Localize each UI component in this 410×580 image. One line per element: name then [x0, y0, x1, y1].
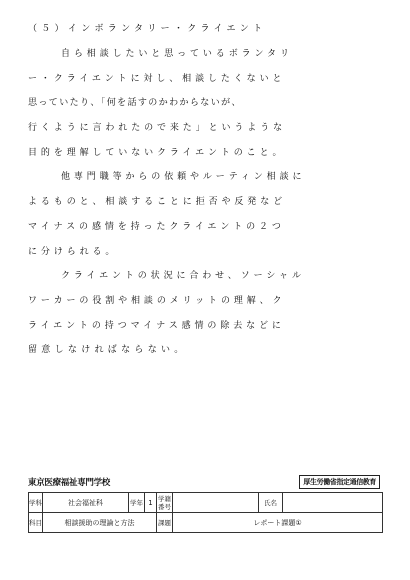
dept-value: 社会福祉科 — [43, 493, 129, 513]
section-heading: （５）インボランタリー・クライエント — [28, 24, 267, 34]
student-info-table — [28, 492, 383, 533]
paragraph-1 — [28, 47, 384, 160]
text-line: 目的を理解していないクライエントのこと。 — [28, 147, 286, 158]
text-line: ー・クライエントに対し、相談したくないと — [28, 73, 286, 84]
footer-header — [28, 476, 382, 492]
report-body — [28, 22, 384, 368]
text-line: 思っていたり、「何を話すのかわからないが、 — [28, 98, 242, 109]
text-line: 留意しなければならない。 — [28, 345, 188, 356]
student-id-value[interactable] — [173, 493, 259, 513]
year-value: 1 — [145, 493, 157, 513]
text-line: マイナスの感情を持ったクライエントの２つ — [28, 221, 285, 232]
task-label: 課題 — [157, 513, 173, 533]
name-label: 氏名 — [259, 493, 283, 513]
text-line: 行くように言われたので来た」というような — [28, 123, 287, 134]
table-row — [29, 493, 383, 513]
dept-label: 学科 — [29, 493, 43, 513]
accreditation-stamp: 厚生労働省指定通信教育 — [299, 475, 380, 489]
student-id-label: 学籍番号 — [158, 494, 171, 511]
year-label: 学年 — [129, 493, 145, 513]
table-row — [29, 513, 383, 533]
text-line: 他専門職等からの依頼やルーティン相談に — [61, 172, 306, 183]
text-line: ワーカーの役割や相談のメリットの理解、ク — [28, 295, 286, 306]
subject-label: 科目 — [29, 513, 43, 533]
text-line: に分けられる。 — [28, 246, 119, 257]
subject-value: 相談援助の理論と方法 — [43, 513, 157, 533]
text-line: よるものと、相談することに拒否や反発など — [28, 197, 287, 208]
text-line: ライエントの持つマイナス感情の除去などに — [28, 320, 285, 331]
paragraph-3 — [28, 269, 384, 357]
task-value: レポート課題① — [173, 513, 383, 533]
report-footer — [28, 476, 382, 533]
text-line: 自ら相談したいと思っているボランタリ — [61, 49, 293, 59]
school-name: 東京医療福祉専門学校 — [28, 478, 111, 488]
name-value[interactable] — [283, 493, 383, 513]
paragraph-2 — [28, 170, 384, 258]
text-line: クライエントの状況に合わせ、ソーシャル — [61, 271, 305, 282]
